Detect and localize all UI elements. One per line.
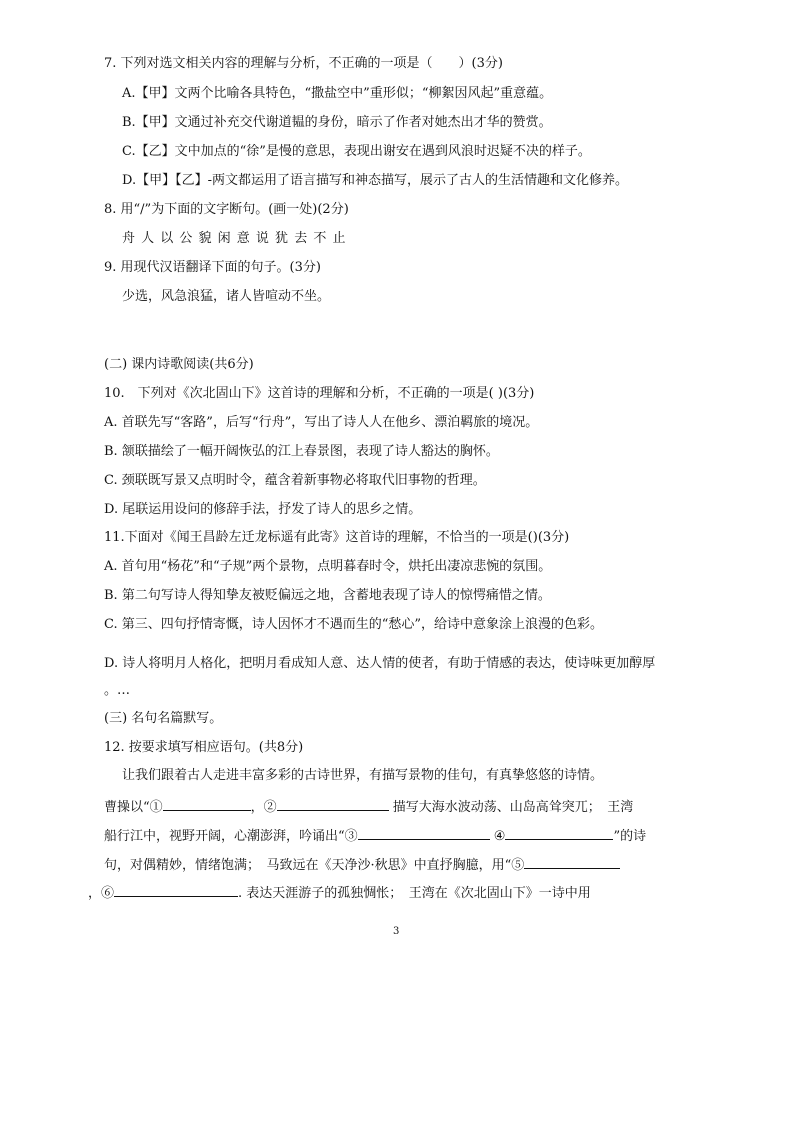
blank-1[interactable] [163,796,251,811]
q10-option-c: C. 颈联既写景又点明时令，蕴含着新事物必将取代旧事物的哲理。 [104,473,486,488]
q12-text: ，② [250,800,277,815]
q10-stem: 10. 下列对《次北固山下》这首诗的理解和分析，不正确的一项是( )(3分) [104,386,535,401]
q12-stem: 12. 按要求填写相应语句。(共8分) [104,740,304,755]
q12-text: 船行江中，视野开阔，心潮澎湃，吟诵出“③ [104,829,358,844]
q7-option-b: B.【甲】文通过补充交代谢道韫的身份，暗示了作者对她杰出才华的赞赏。 [122,115,552,130]
blank-5[interactable] [524,854,620,869]
q10-option-a: A. 首联先写“客路”，后写“行舟”，写出了诗人人在他乡、漂泊羁旅的境况。 [104,415,539,430]
q12-paragraph-line-1: 让我们跟着古人走进丰富多彩的古诗世界，有描写景物的佳句，有真挚悠悠的诗情。 [122,768,604,783]
q7-stem: 7. 下列对选文相关内容的理解与分析，不正确的一项是（ ）(3分) [104,56,503,71]
q12-paragraph-line-2 [104,796,633,817]
q10-option-d: D. 尾联运用设问的修辞手法，抒发了诗人的思乡之情。 [104,502,422,517]
q12-text: 曹操以“① [104,800,163,815]
blank-4[interactable] [505,825,613,840]
q12-paragraph-line-4 [104,854,620,875]
section-3-heading: (三) 名句名篇默写。 [104,711,223,726]
q12-text: 描写大海水波动荡、山岛高耸突兀； 王湾 [388,800,634,815]
section-2-heading: (二) 课内诗歌阅读(共6分) [104,357,254,372]
page-number: 3 [393,926,400,937]
q11-stem: 11.下面对《闻王昌龄左迁龙标遥有此寄》这首诗的理解，不恰当的一项是()(3分) [104,530,570,545]
q7-option-c: C.【乙】文中加点的“徐”是慢的意思，表现出谢安在遇到风浪时迟疑不决的样子。 [122,144,591,159]
q11-option-a: A. 首句用“杨花”和“子规”两个景物，点明暮春时令，烘托出凄凉悲惋的氛围。 [104,559,552,574]
blank-3[interactable] [358,825,490,840]
q9-stem: 9. 用现代汉语翻译下面的句子。(3分) [104,260,321,275]
q12-text: ，⑥ [88,886,115,901]
q12-paragraph-line-3 [104,825,646,846]
q11-option-c: C. 第三、四句抒情寄慨，诗人因怀才不遇而生的“愁心”，给诗中意象涂上浪漫的色彩。 [104,617,604,632]
q12-text: 句，对偶精妙，情绪饱满； 马致远在《天净沙·秋思》中直抒胸臆，用“⑤ [104,858,525,873]
q8-stem: 8. 用“/”为下面的文字断句。(画一处)(2分) [104,202,349,217]
blank-2[interactable] [277,796,389,811]
q11-option-d: D. 诗人将明月人格化，把明月看成知人意、达人情的使者，有助于情感的表达，使诗味更加醇厚 [104,656,656,671]
q12-text: . 表达天涯游子的孤独惆怅； 王湾在《次北固山下》一诗中用 [238,886,591,901]
q12-paragraph-line-5 [88,882,591,903]
q9-text: 少选，风急浪猛，诸人皆喧动不坐。 [122,289,331,304]
blank-6[interactable] [114,882,238,897]
q7-option-a: A.【甲】文两个比喻各具特色，“撒盐空中”重形似；“柳絮因风起”重意蕴。 [122,86,553,101]
q12-text: ④ [489,829,506,844]
q10-option-b: B. 颔联描绘了一幅开阔恢弘的江上春景图，表现了诗人豁达的胸怀。 [104,444,499,459]
q8-text: 舟 人 以 公 貌 闲 意 说 犹 去 不 止 [122,231,347,246]
q7-option-d: D.【甲】【乙】-两文都运用了语言描写和神态描写，展示了古人的生活情趣和文化修养。 [122,173,628,188]
q11-option-d-continued: 。… [104,683,131,698]
q11-option-b: B. 第二句写诗人得知挚友被贬偏远之地，含蓄地表现了诗人的惊愕痛惜之情。 [104,588,551,603]
q12-text: ”的诗 [613,829,647,844]
